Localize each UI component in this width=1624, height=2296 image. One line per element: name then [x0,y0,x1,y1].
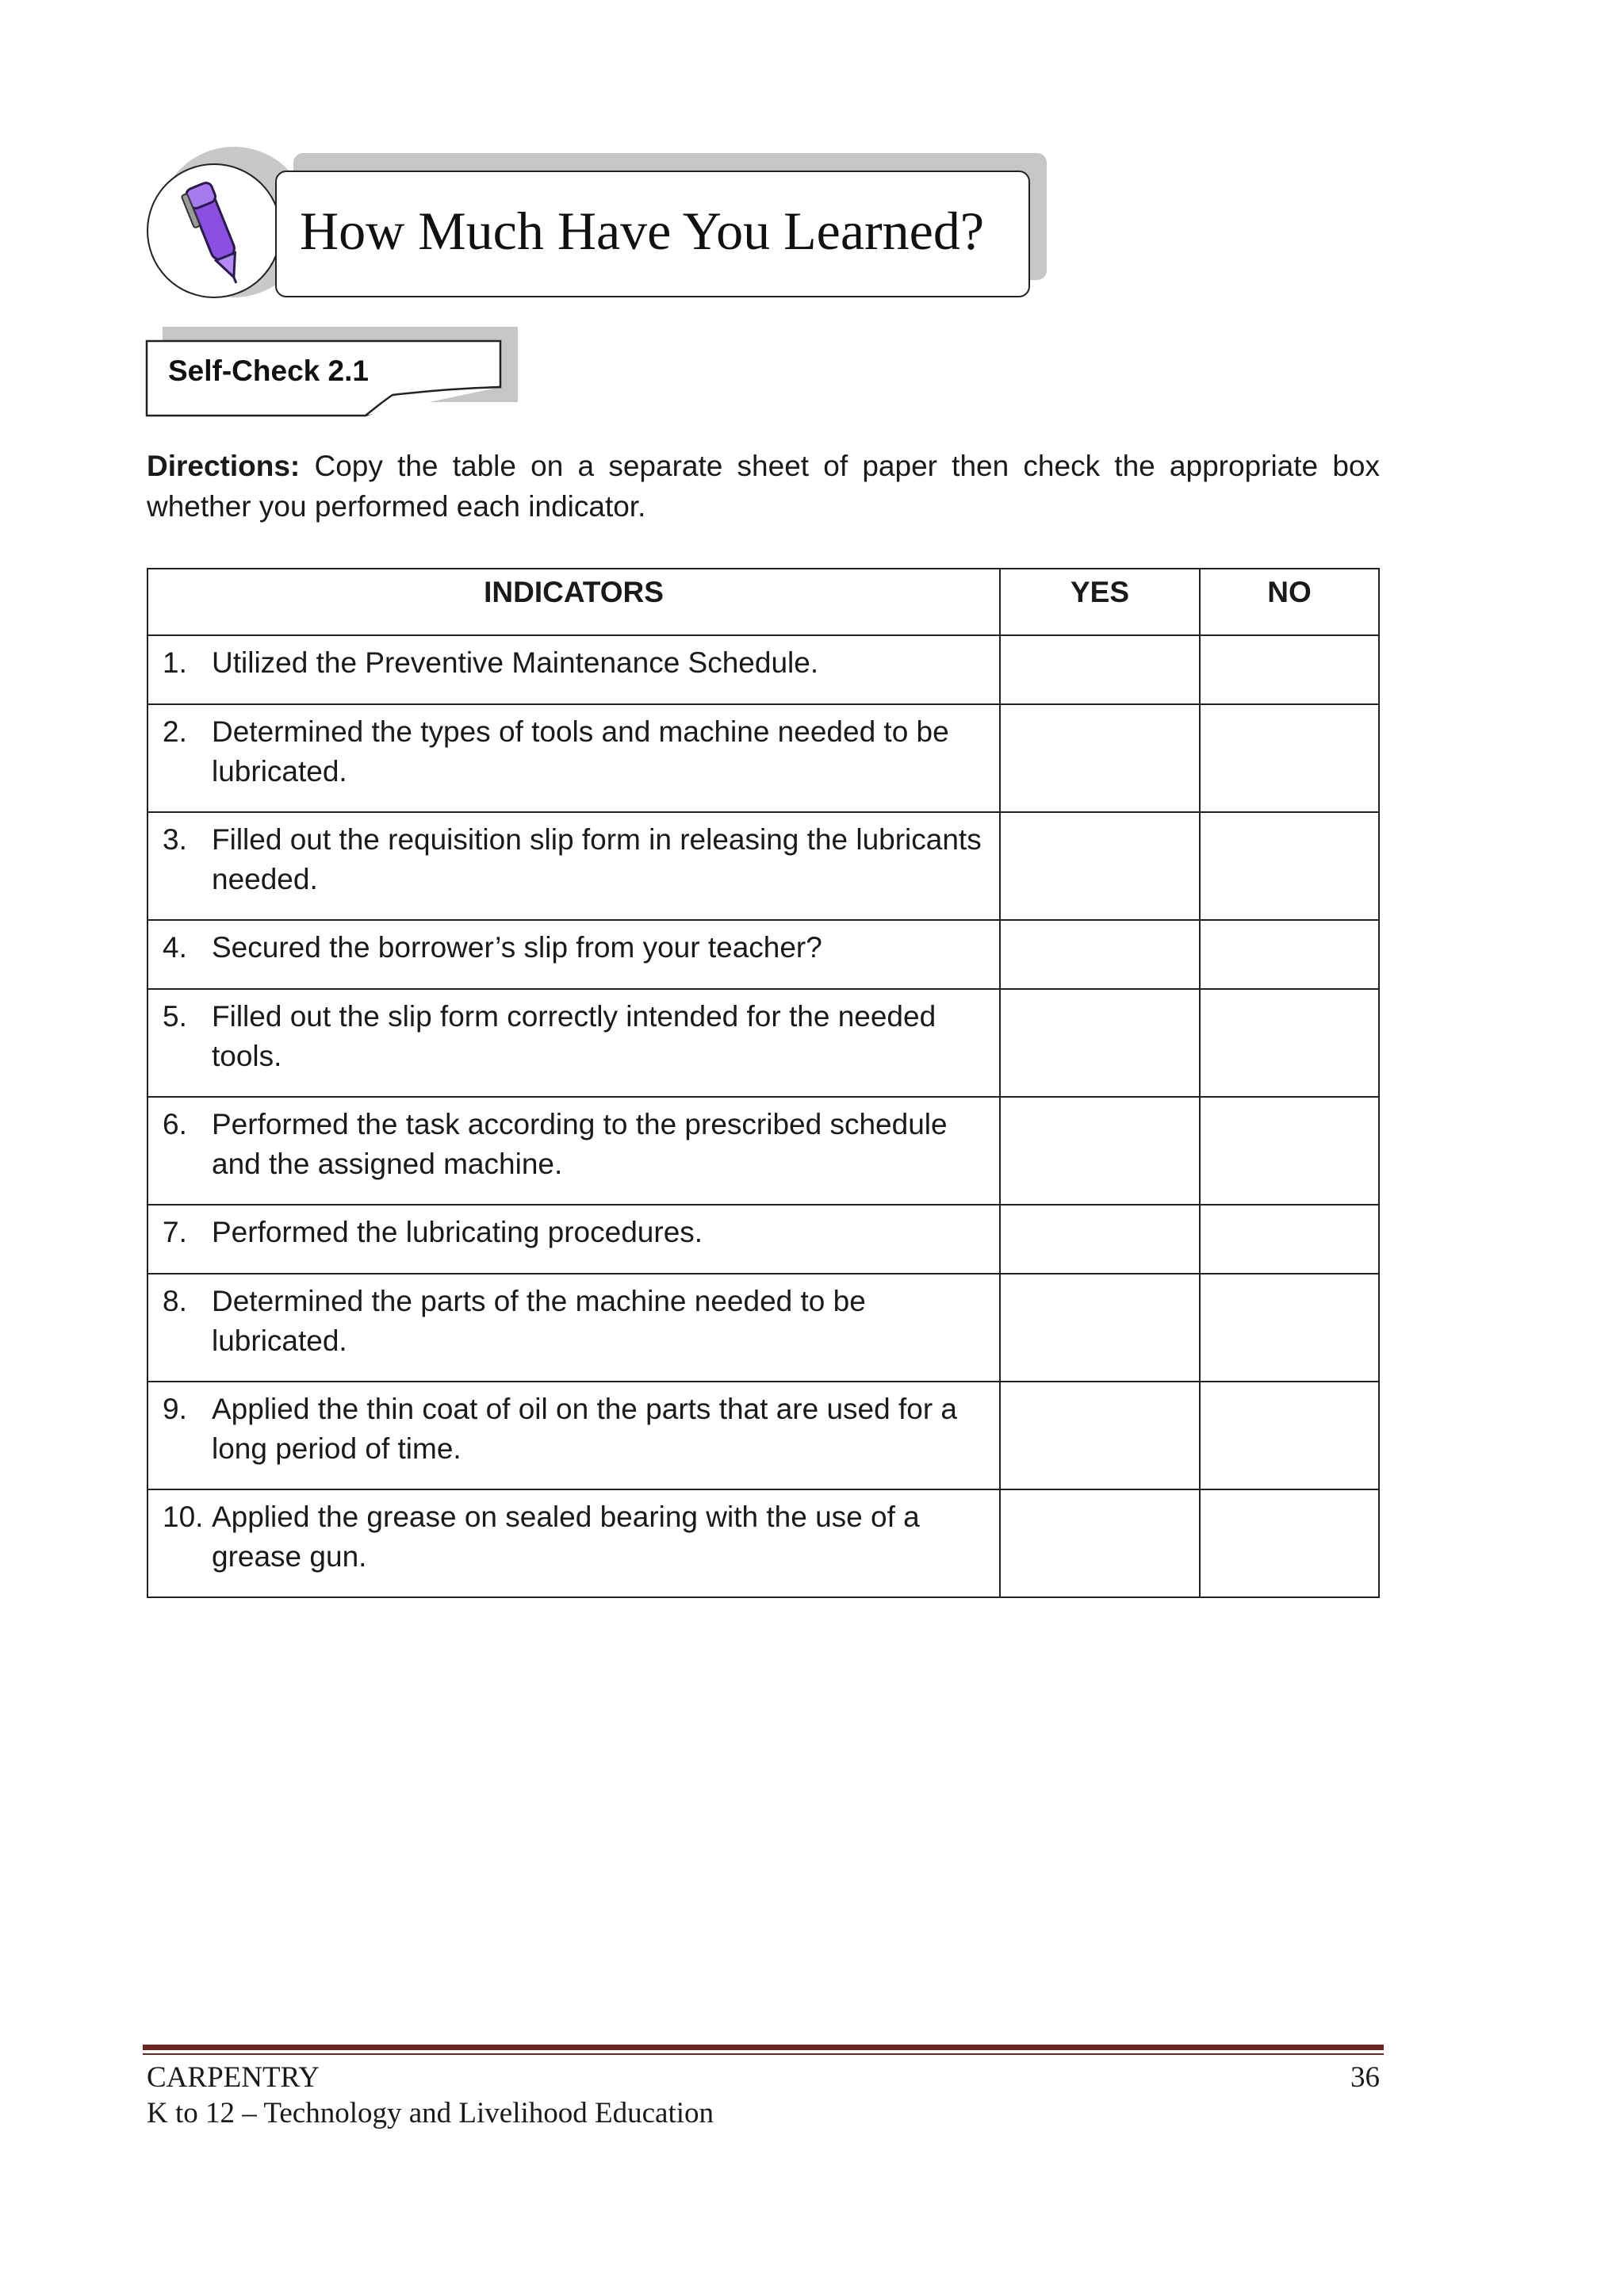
indicator-cell [147,1489,1000,1597]
table-row [147,1382,1379,1489]
table-row [147,704,1379,812]
indicator-number: 10. [163,1501,204,1533]
no-checkbox-cell[interactable] [1200,812,1379,920]
yes-checkbox-cell[interactable] [1000,1489,1200,1597]
indicator-cell [147,635,1000,704]
indicator-number: 5. [163,1000,187,1033]
indicator-text: Applied the thin coat of oil on the parts that are used for a long period of time. [212,1393,957,1465]
no-checkbox-cell[interactable] [1200,1205,1379,1274]
indicator-text: Filled out the requisition slip form in releasing the lubricants needed. [212,823,982,895]
indicator-cell [147,1382,1000,1489]
no-checkbox-cell[interactable] [1200,704,1379,812]
indicator-cell [147,989,1000,1097]
indicator-text: Utilized the Preventive Maintenance Schedule. [212,646,819,679]
indicator-text: Determined the parts of the machine needed to be lubricated. [212,1285,866,1357]
no-checkbox-cell[interactable] [1200,1489,1379,1597]
indicator-number: 4. [163,931,187,964]
banner-icon-frame [147,163,282,298]
directions-text: Copy the table on a separate sheet of paper then check the appropriate box whether you performed each indicator. [147,450,1380,523]
no-checkbox-cell[interactable] [1200,1097,1379,1205]
yes-checkbox-cell[interactable] [1000,1274,1200,1382]
pen-icon [148,165,282,298]
yes-checkbox-cell[interactable] [1000,704,1200,812]
footer-rule-thin [143,2053,1384,2055]
yes-checkbox-cell[interactable] [1000,635,1200,704]
table-row [147,989,1379,1097]
page-title: How Much Have You Learned? [300,201,985,261]
indicator-text: Performed the lubricating procedures. [212,1216,703,1248]
indicator-number: 3. [163,823,187,856]
table-row [147,635,1379,704]
indicator-number: 1. [163,646,187,679]
no-checkbox-cell[interactable] [1200,920,1379,989]
table-row [147,1274,1379,1382]
table-row [147,1097,1379,1205]
no-checkbox-cell[interactable] [1200,989,1379,1097]
indicator-number: 8. [163,1285,187,1317]
footer-course: K to 12 – Technology and Livelihood Education [147,2097,714,2129]
table-row [147,1489,1379,1597]
table-row [147,920,1379,989]
self-check-table [147,568,1380,1598]
yes-checkbox-cell[interactable] [1000,1205,1200,1274]
no-checkbox-cell[interactable] [1200,1382,1379,1489]
header-indicators: INDICATORS [147,569,1000,635]
self-check-label: Self-Check 2.1 [168,355,369,387]
indicator-text: Determined the types of tools and machine needed to be lubricated. [212,715,949,788]
indicator-number: 9. [163,1393,187,1425]
indicator-text: Secured the borrower’s slip from your teacher? [212,931,822,964]
footer-rule [143,2045,1384,2050]
indicator-cell [147,1205,1000,1274]
page-number: 36 [1350,2061,1380,2094]
yes-checkbox-cell[interactable] [1000,812,1200,920]
indicator-cell [147,1274,1000,1382]
yes-checkbox-cell[interactable] [1000,1097,1200,1205]
footer-subject: CARPENTRY [147,2061,320,2094]
indicator-number: 2. [163,715,187,748]
yes-checkbox-cell[interactable] [1000,920,1200,989]
header-yes: YES [1000,569,1200,635]
indicator-text: Applied the grease on sealed bearing with the use of a grease gun. [212,1501,920,1573]
yes-checkbox-cell[interactable] [1000,989,1200,1097]
directions-paragraph [147,446,1380,527]
indicator-text: Filled out the slip form correctly intended for the needed tools. [212,1000,936,1072]
no-checkbox-cell[interactable] [1200,1274,1379,1382]
header-no: NO [1200,569,1379,635]
table-row [147,812,1379,920]
indicator-text: Performed the task according to the prescribed schedule and the assigned machine. [212,1108,948,1180]
table-header-row [147,569,1379,635]
no-checkbox-cell[interactable] [1200,635,1379,704]
table-row [147,1205,1379,1274]
indicator-number: 6. [163,1108,187,1140]
indicator-number: 7. [163,1216,187,1248]
indicator-cell [147,1097,1000,1205]
indicator-cell [147,704,1000,812]
indicator-cell [147,920,1000,989]
indicator-cell [147,812,1000,920]
directions-lead: Directions: [147,450,301,482]
yes-checkbox-cell[interactable] [1000,1382,1200,1489]
